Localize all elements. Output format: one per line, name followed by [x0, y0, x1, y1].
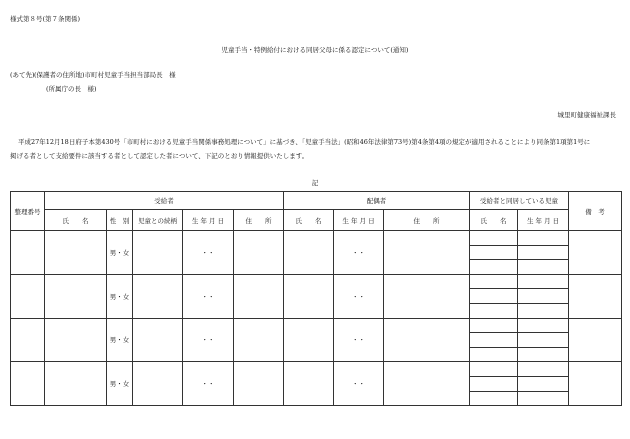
haigusha-address-cell [384, 362, 470, 406]
jido-birthdate-cell [518, 260, 569, 275]
table-row [11, 362, 622, 377]
jido-birthdate-cell [518, 391, 569, 406]
table-row [11, 274, 622, 289]
jukyusha-address-cell [234, 231, 284, 275]
sender: 城里町健康福祉課長 [557, 111, 616, 119]
haigusha-birthdate-cell: ・・ [334, 318, 384, 362]
haigusha-address-cell [384, 274, 470, 318]
addressee-secondary: (所属庁の長 様) [46, 85, 97, 93]
table-row [11, 318, 622, 333]
subheader-haigusha-birthdate: 生 年 月 日 [334, 210, 384, 231]
bikou-cell [569, 318, 622, 362]
body-text-line-1: 平成27年12月18日府子本第430号「市町村における児童手当関係事務処理について」に基づき、「児童手当法」(昭和46年法律第73号)第4条第4項の規定が適用されることにより同条第1項第1号に [18, 138, 591, 146]
body-text-line-2: 掲げる者として支給要件に該当する者として認定した者について、下記のとおり情報提供いたします。 [10, 152, 309, 160]
jido-birthdate-cell [518, 376, 569, 391]
subheader-jukyusha-address: 住 所 [234, 210, 284, 231]
haigusha-birthdate-cell: ・・ [334, 362, 384, 406]
bikou-cell [569, 362, 622, 406]
jido-name-cell [470, 347, 518, 362]
table-row [11, 231, 622, 246]
seiri-bango-cell [11, 231, 45, 275]
bikou-cell [569, 274, 622, 318]
haigusha-address-cell [384, 318, 470, 362]
jukyusha-birthdate-cell: ・・ [183, 362, 234, 406]
jido-name-cell [470, 391, 518, 406]
jido-name-cell [470, 303, 518, 318]
subheader-jido-birthdate: 生 年 月 日 [518, 210, 569, 231]
jukyusha-relation-cell [133, 318, 183, 362]
haigusha-address-cell [384, 231, 470, 275]
jido-name-cell [470, 274, 518, 289]
jido-birthdate-cell [518, 347, 569, 362]
jido-birthdate-cell [518, 245, 569, 260]
haigusha-birthdate-cell: ・・ [334, 231, 384, 275]
jukyusha-address-cell [234, 274, 284, 318]
jukyusha-gender-cell: 男・女 [107, 362, 133, 406]
addressee-label: (あて先) [10, 71, 35, 79]
jido-birthdate-cell [518, 231, 569, 246]
jukyusha-name-cell [45, 231, 107, 275]
jukyusha-birthdate-cell: ・・ [183, 231, 234, 275]
haigusha-name-cell [284, 318, 334, 362]
haigusha-name-cell [284, 231, 334, 275]
seiri-bango-cell [11, 274, 45, 318]
addressee-primary: (保護者の住所地)市町村児童手当担当部局長 様 [34, 71, 176, 79]
haigusha-birthdate-cell: ・・ [334, 274, 384, 318]
bikou-cell [569, 231, 622, 275]
jido-birthdate-cell [518, 274, 569, 289]
jido-name-cell [470, 260, 518, 275]
subheader-jukyusha-gender: 性 別 [107, 210, 133, 231]
jido-birthdate-cell [518, 333, 569, 348]
header-dokyo-jido: 受給者と同居している児童 [470, 192, 569, 210]
jido-name-cell [470, 362, 518, 377]
jido-name-cell [470, 376, 518, 391]
subheader-haigusha-address: 住 所 [384, 210, 470, 231]
haigusha-name-cell [284, 362, 334, 406]
seiri-bango-cell [11, 362, 45, 406]
jido-name-cell [470, 318, 518, 333]
jukyusha-name-cell [45, 362, 107, 406]
jukyusha-relation-cell [133, 231, 183, 275]
header-bikou: 備 考 [569, 192, 622, 231]
jido-name-cell [470, 245, 518, 260]
form-number: 様式第８号(第７条関係) [10, 15, 81, 23]
jido-birthdate-cell [518, 318, 569, 333]
jido-birthdate-cell [518, 289, 569, 304]
seiri-bango-cell [11, 318, 45, 362]
jukyusha-address-cell [234, 362, 284, 406]
jido-name-cell [470, 289, 518, 304]
jukyusha-gender-cell: 男・女 [107, 318, 133, 362]
ki-heading: 記 [311, 179, 319, 187]
haigusha-name-cell [284, 274, 334, 318]
subheader-jukyusha-name: 氏 名 [45, 210, 107, 231]
header-haigusha: 配偶者 [284, 192, 470, 210]
jido-name-cell [470, 333, 518, 348]
jukyusha-relation-cell [133, 362, 183, 406]
jukyusha-birthdate-cell: ・・ [183, 274, 234, 318]
jido-birthdate-cell [518, 362, 569, 377]
jido-birthdate-cell [518, 303, 569, 318]
jukyusha-name-cell [45, 318, 107, 362]
header-jukyusha: 受給者 [45, 192, 284, 210]
subheader-jukyusha-relation: 児童との続柄 [133, 210, 183, 231]
jukyusha-relation-cell [133, 274, 183, 318]
subheader-jido-name: 氏 名 [470, 210, 518, 231]
jukyusha-birthdate-cell: ・・ [183, 318, 234, 362]
jukyusha-gender-cell: 男・女 [107, 231, 133, 275]
document-title: 児童手当・特例給付における同居父母に係る認定について(通知) [221, 46, 409, 54]
subheader-haigusha-name: 氏 名 [284, 210, 334, 231]
table-body [11, 231, 622, 406]
info-table [10, 191, 622, 406]
jukyusha-gender-cell: 男・女 [107, 274, 133, 318]
jukyusha-name-cell [45, 274, 107, 318]
subheader-jukyusha-birthdate: 生 年 月 日 [183, 210, 234, 231]
jukyusha-address-cell [234, 318, 284, 362]
jido-name-cell [470, 231, 518, 246]
header-seiri-bango: 整理番号 [11, 192, 45, 231]
